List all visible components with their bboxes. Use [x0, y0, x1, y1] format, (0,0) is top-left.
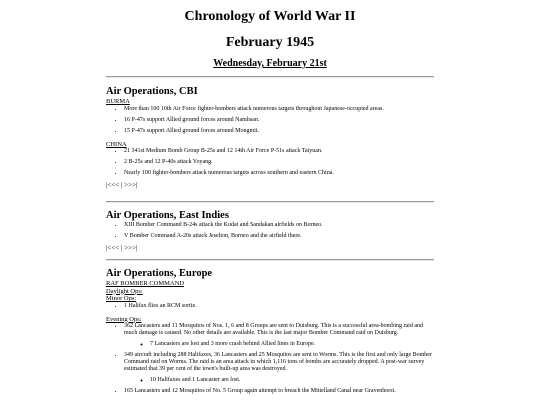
list-item: • Nearly 100 fighter-bombers attack numerous targets across southern and eastern China.: [124, 170, 436, 177]
nav-row-east-indies: [106, 244, 436, 252]
region-label-burma[interactable]: BURMA: [106, 98, 130, 105]
section-title-cbi: Air Operations, CBI: [106, 86, 198, 97]
evening-ops-list: [106, 323, 436, 395]
minor-ops-list: [106, 303, 436, 310]
evening-ops-label: Evening Ops:: [106, 315, 142, 323]
divider: [106, 259, 434, 261]
list-item: • V Bomber Command A-20s attack Jeselton, Borneo and the airfield there.: [124, 233, 436, 240]
section-air-ops-cbi: [106, 86, 436, 189]
nav-row-cbi: [106, 181, 436, 189]
first-link[interactable]: |<<: [106, 244, 116, 252]
section-title-east-indies: Air Operations, East Indies: [106, 210, 229, 221]
daylight-ops-label: Daylight Ops:: [106, 287, 143, 295]
next-link[interactable]: >: [124, 244, 129, 252]
list-item-text: 349 aircraft including 288 Halifaxes, 36 Lancasters and 25 Mosquitos are sent to Worms. This is the first and only large Bomber Command raid on Worms. The raid is an area attack in which 1,116 tons of bombs are accurately dropped. A post-war survey estimated that 39 per cent of the town's built-up area was destroyed.: [124, 352, 432, 372]
list-item: • 165 Lancasters and 12 Mosquitos of No. 5 Group again attempt to breach the Mittelland Canal near Gravenhorst.: [124, 388, 436, 395]
divider: [106, 201, 434, 203]
first-link[interactable]: |<<: [106, 181, 116, 189]
section-air-ops-east-indies: [106, 210, 436, 252]
list-item: • XIII Bomber Command B-24s attack the Kudat and Sandakan airfields on Borneo.: [124, 222, 436, 229]
page-subtitle-month: February 1945: [225, 35, 315, 50]
list-item: • 21 341st Medium Bomb Group B-25s and 12 14th Air Force P-51s attack Taiyuan.: [124, 148, 436, 155]
nav-separator: |: [121, 181, 123, 189]
list-item: [124, 323, 436, 348]
section-title-europe: Air Operations, Europe: [106, 268, 213, 279]
list-item-text: 362 Lancasters and 11 Mosquitos of Nos. 1, 6 and 8 Groups are sent to Duisburg. This is a successful area-bombing raid and much damage is caused. No other details are available. This is the last major Bomber Command raid on Duisburg.: [124, 323, 424, 336]
section-air-ops-europe: [106, 268, 436, 399]
nested-list: [124, 341, 436, 348]
list-item: • 1 Halifax flies an RCM sortie.: [124, 303, 436, 310]
list-item: • 2 B-25s and 12 P-40s attack Yoyang.: [124, 159, 436, 166]
nav-separator: |: [121, 244, 123, 252]
prev-link[interactable]: <: [115, 181, 120, 189]
burma-list: [106, 106, 436, 135]
raf-bomber-command-label[interactable]: RAF BOMBER COMMAND: [106, 280, 185, 287]
list-item: [124, 352, 436, 384]
list-item: ◦ 7 Lancasters are lost and 3 more crash behind Allied lines in Europe.: [150, 341, 436, 348]
region-label-china[interactable]: CHINA: [106, 140, 127, 148]
nested-list: [124, 377, 436, 384]
china-list: [106, 148, 436, 177]
east-indies-list: [106, 222, 436, 240]
list-item: • More than 100 10th Air Force fighter-bombers attack numerous targets throughout Japanese-occupied areas.: [124, 106, 436, 113]
list-item: ◦ 10 Halifaxes and 1 Lancaster are lost.: [150, 377, 436, 384]
last-link[interactable]: >>|: [128, 181, 138, 189]
next-link[interactable]: >: [124, 181, 129, 189]
prev-link[interactable]: <: [115, 244, 120, 252]
list-item: • 15 P-47s support Allied ground forces around Mongmit.: [124, 128, 436, 135]
minor-ops-label: Minor Ops:: [106, 295, 137, 302]
last-link[interactable]: >>|: [128, 244, 138, 252]
list-item: • 16 P-47s support Allied ground forces around Namhsan.: [124, 117, 436, 124]
date-heading: Wednesday, February 21st: [213, 58, 327, 69]
page-title: Chronology of World War II: [184, 9, 356, 24]
divider: [106, 76, 434, 78]
